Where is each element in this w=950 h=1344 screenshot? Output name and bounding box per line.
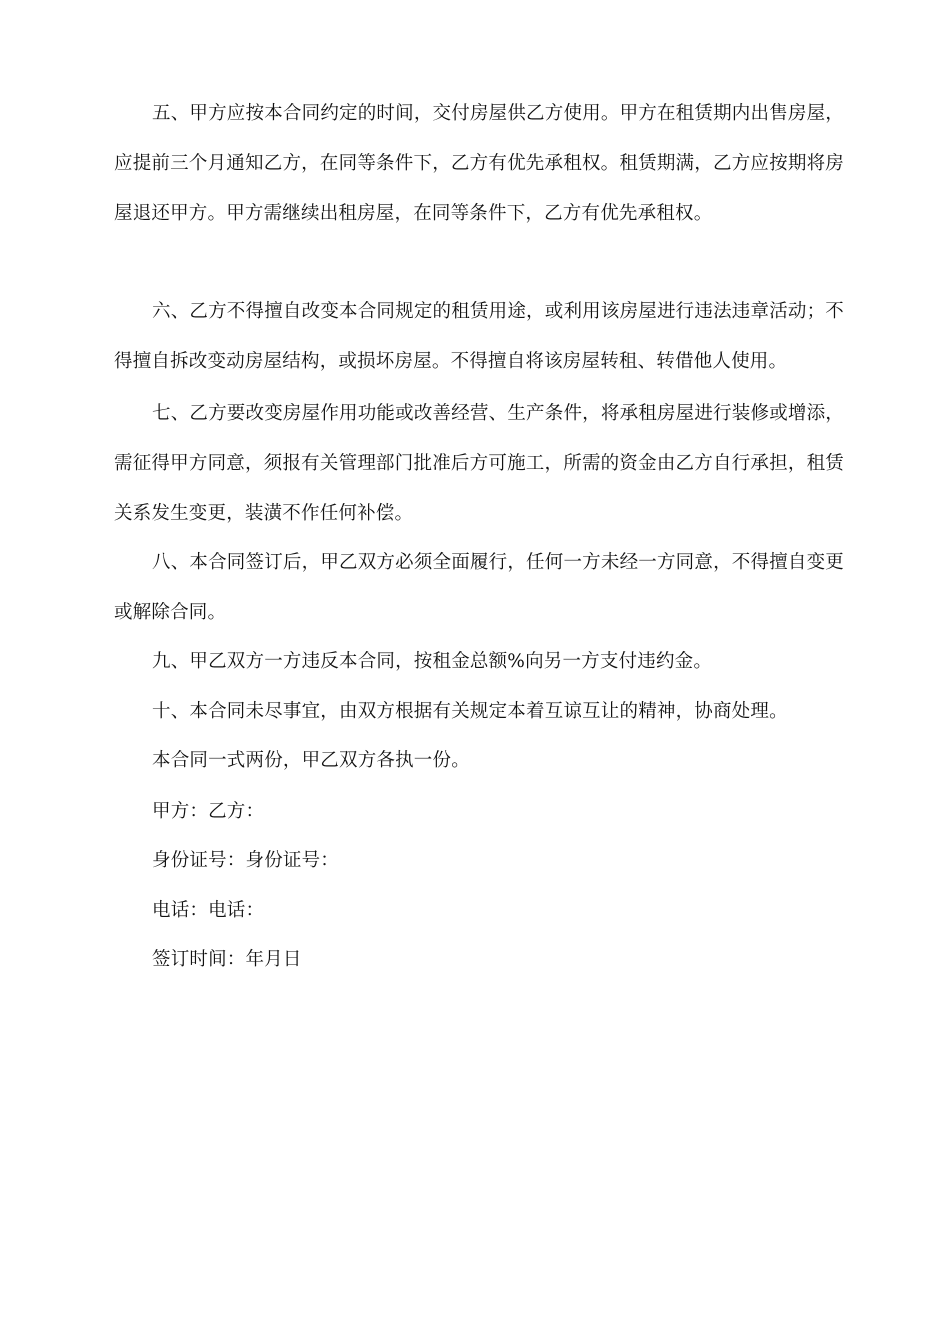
clause-9: 九、甲乙双方一方违反本合同，按租金总额%向另一方支付违约金。 [152,651,713,672]
clause-6: 六、乙方不得擅自改变本合同规定的租赁用途，或利用该房屋进行违法违章活动；不得擅自拆改变动房屋结构，或损坏房屋。不得擅自将该房屋转租、转借他人使用。 [114,301,844,372]
signature-parties: 甲方：乙方： [152,801,265,822]
clause-7: 七、乙方要改变房屋作用功能或改善经营、生产条件，将承租房屋进行装修或增添，需征得甲方同意，须报有关管理部门批准后方可施工，所需的资金由乙方自行承担，租赁关系发生变更，装潢不作任何补偿。 [114,403,844,524]
signature-phones: 电话：电话： [152,900,265,921]
clause-5: 五、甲方应按本合同约定的时间，交付房屋供乙方使用。甲方在租赁期内出售房屋，应提前三个月通知乙方，在同等条件下，乙方有优先承租权。租赁期满，乙方应按期将房屋退还甲方。甲方需继续出租房屋，在同等条件下，乙方有优先承租权。 [114,103,844,224]
signature-date: 签订时间：年月日 [152,949,302,970]
copies-note: 本合同一式两份，甲乙双方各执一份。 [152,750,470,771]
signature-id-numbers: 身份证号：身份证号： [152,850,340,871]
clause-10: 十、本合同未尽事宜，由双方根据有关规定本着互谅互让的精神，协商处理。 [152,701,788,722]
clause-8: 八、本合同签订后，甲乙双方必须全面履行，任何一方未经一方同意，不得擅自变更或解除合同。 [114,552,844,623]
